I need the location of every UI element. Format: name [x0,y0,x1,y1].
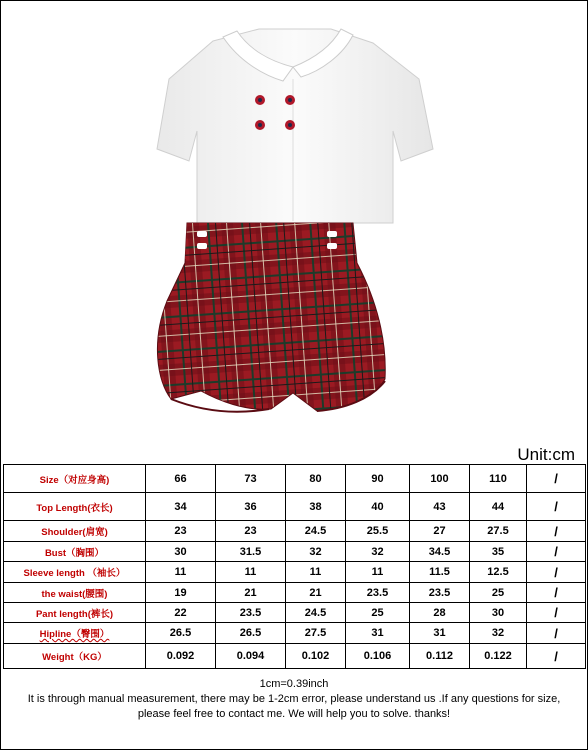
row-label [4,623,146,644]
table-cell: 11.5 [410,562,470,583]
table-cell: / [527,623,586,644]
table-cell: 23.5 [346,583,410,603]
row-label: Bust（胸围） [4,542,146,562]
table-cell: 66 [146,465,216,493]
table-cell: 11 [216,562,286,583]
table-cell: 32 [470,623,527,644]
table-cell: / [527,542,586,562]
table-cell: 24.5 [286,603,346,623]
table-row [4,644,586,669]
table-row [4,562,586,583]
table-cell: 31 [346,623,410,644]
table-cell: 26.5 [216,623,286,644]
table-cell: 12.5 [470,562,527,583]
table-cell: 110 [470,465,527,493]
footnote [1,677,587,722]
row-label: Sleeve length （袖长） [4,562,146,583]
table-cell: 25 [470,583,527,603]
table-cell: 0.112 [410,644,470,669]
table-row [4,623,586,644]
row-label: Shoulder(肩宽) [4,521,146,542]
table-cell: 23 [146,521,216,542]
table-cell: 43 [410,493,470,521]
table-row [4,493,586,521]
table-cell: 28 [410,603,470,623]
measurement-note-line1: It is through manual measurement, there may be 1-2cm error, please understand us .If any questions for size, [27,693,561,705]
row-label-text: Hipline（臀围） [39,629,110,640]
table-cell: 11 [346,562,410,583]
row-label: Pant length(裤长) [4,603,146,623]
conversion-note: 1cm=0.39inch [259,678,329,690]
table-cell: 0.106 [346,644,410,669]
table-cell: 30 [470,603,527,623]
measurement-note-line2: please feel free to contact me. We will help you to solve. thanks! [137,708,451,720]
table-row [4,583,586,603]
table-cell: / [527,562,586,583]
table-cell: 31.5 [216,542,286,562]
table-cell: / [527,521,586,542]
table-cell: 11 [286,562,346,583]
table-cell: 0.092 [146,644,216,669]
table-cell: 31 [410,623,470,644]
table-cell: 44 [470,493,527,521]
table-cell: 22 [146,603,216,623]
table-cell: 23.5 [410,583,470,603]
row-label: Weight（KG） [4,644,146,669]
table-cell: 11 [146,562,216,583]
table-cell: 35 [470,542,527,562]
table-row [4,521,586,542]
table-cell: 34.5 [410,542,470,562]
table-cell: 25 [346,603,410,623]
table-cell: 73 [216,465,286,493]
table-cell: 90 [346,465,410,493]
table-row [4,465,586,493]
table-cell: 21 [286,583,346,603]
table-cell: / [527,583,586,603]
row-label: the waist(腰围) [4,583,146,603]
table-cell: 23.5 [216,603,286,623]
table-cell: 80 [286,465,346,493]
table-cell: / [527,644,586,669]
table-cell: / [527,603,586,623]
table-cell: 27.5 [286,623,346,644]
table-cell: 0.122 [470,644,527,669]
shirt-icon [157,29,433,223]
table-cell: 0.094 [216,644,286,669]
size-table [3,464,586,669]
table-row [4,542,586,562]
product-illustration [1,1,587,464]
unit-label: Unit:cm [517,445,575,464]
table-cell: 38 [286,493,346,521]
table-cell: 36 [216,493,286,521]
table-cell: 32 [346,542,410,562]
table-cell: 26.5 [146,623,216,644]
table-cell: / [527,465,586,493]
table-cell: 40 [346,493,410,521]
table-cell: 23 [216,521,286,542]
table-cell: 32 [286,542,346,562]
table-cell: 30 [146,542,216,562]
table-cell: 24.5 [286,521,346,542]
plaid-shorts-icon [157,223,385,412]
product-photo [1,1,587,464]
table-row [4,603,586,623]
table-cell: 27 [410,521,470,542]
table-cell: 25.5 [346,521,410,542]
table-cell: 21 [216,583,286,603]
table-cell: 100 [410,465,470,493]
row-label: Top Length(衣长) [4,493,146,521]
table-cell: 0.102 [286,644,346,669]
table-cell: 19 [146,583,216,603]
row-label: Size（对应身高) [4,465,146,493]
table-cell: 27.5 [470,521,527,542]
table-cell: 34 [146,493,216,521]
table-cell: / [527,493,586,521]
